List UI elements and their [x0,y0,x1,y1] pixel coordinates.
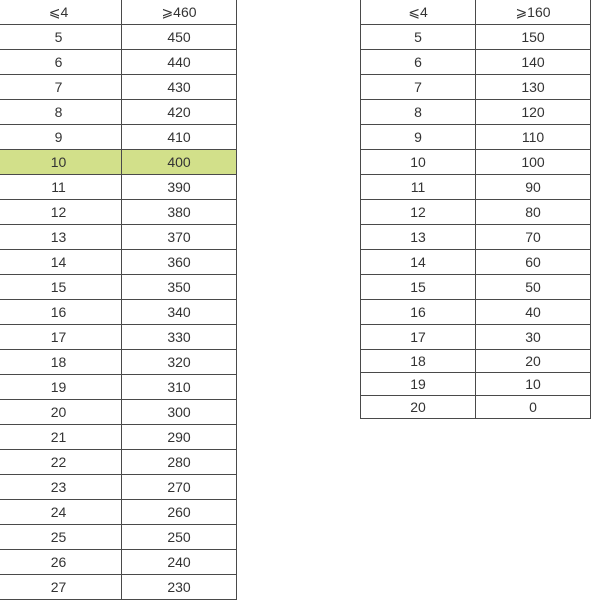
count-cell: 11 [361,175,476,200]
value-cell: 240 [122,550,237,575]
right-score-table [360,0,591,419]
count-cell: 19 [0,375,122,400]
table-row [0,525,237,550]
value-cell: 110 [476,125,591,150]
value-cell: 10 [476,373,591,396]
count-cell: 16 [361,300,476,325]
value-cell: 390 [122,175,237,200]
header-cell-left: ⩽4 [0,0,122,25]
table-row [0,400,237,425]
value-cell: 300 [122,400,237,425]
table-row [361,75,591,100]
table-row [0,500,237,525]
value-cell: 70 [476,225,591,250]
value-cell: 400 [122,150,237,175]
count-cell: 8 [0,100,122,125]
value-cell: 60 [476,250,591,275]
count-cell: 14 [361,250,476,275]
value-cell: 370 [122,225,237,250]
table-row [361,396,591,419]
table-row [0,375,237,400]
value-cell: 20 [476,350,591,373]
count-cell: 6 [361,50,476,75]
table-row [361,200,591,225]
value-cell: 450 [122,25,237,50]
count-cell: 9 [0,125,122,150]
count-cell: 18 [361,350,476,373]
table-row [0,325,237,350]
table-row [0,450,237,475]
table-row [361,100,591,125]
value-cell: 40 [476,300,591,325]
count-cell: 11 [0,175,122,200]
table-row [361,175,591,200]
table-row [0,550,237,575]
value-cell: 410 [122,125,237,150]
value-cell: 100 [476,150,591,175]
count-cell: 20 [361,396,476,419]
table-row [0,225,237,250]
count-cell: 21 [0,425,122,450]
count-cell: 10 [361,150,476,175]
count-cell: 27 [0,575,122,600]
right-table-body [361,0,591,419]
table-row [361,25,591,50]
count-cell: 5 [361,25,476,50]
count-cell: 17 [361,325,476,350]
value-cell: 290 [122,425,237,450]
count-cell: 12 [361,200,476,225]
count-cell: 20 [0,400,122,425]
table-row [0,275,237,300]
count-cell: 15 [0,275,122,300]
value-cell: 30 [476,325,591,350]
table-row [0,475,237,500]
value-cell: 280 [122,450,237,475]
count-cell: 18 [0,350,122,375]
value-cell: 350 [122,275,237,300]
value-cell: 150 [476,25,591,50]
table-row [361,250,591,275]
value-cell: 250 [122,525,237,550]
count-cell: 23 [0,475,122,500]
count-cell: 25 [0,525,122,550]
table-row [361,125,591,150]
value-cell: 360 [122,250,237,275]
count-cell: 22 [0,450,122,475]
value-cell: 320 [122,350,237,375]
header-row [0,0,237,25]
table-row [0,75,237,100]
value-cell: 270 [122,475,237,500]
table-row [0,25,237,50]
count-cell: 10 [0,150,122,175]
count-cell: 12 [0,200,122,225]
left-table-body [0,0,237,600]
table-row [0,300,237,325]
value-cell: 0 [476,396,591,419]
header-cell-left: ⩽4 [361,0,476,25]
count-cell: 24 [0,500,122,525]
value-cell: 230 [122,575,237,600]
value-cell: 90 [476,175,591,200]
table-row [361,275,591,300]
count-cell: 15 [361,275,476,300]
value-cell: 420 [122,100,237,125]
value-cell: 310 [122,375,237,400]
value-cell: 330 [122,325,237,350]
count-cell: 26 [0,550,122,575]
value-cell: 440 [122,50,237,75]
value-cell: 260 [122,500,237,525]
count-cell: 6 [0,50,122,75]
table-row [0,200,237,225]
count-cell: 8 [361,100,476,125]
table-row [361,325,591,350]
table-row [0,100,237,125]
value-cell: 380 [122,200,237,225]
count-cell: 17 [0,325,122,350]
count-cell: 16 [0,300,122,325]
count-cell: 5 [0,25,122,50]
value-cell: 340 [122,300,237,325]
table-row [0,125,237,150]
table-row [361,50,591,75]
count-cell: 7 [361,75,476,100]
value-cell: 430 [122,75,237,100]
count-cell: 19 [361,373,476,396]
table-row [0,575,237,600]
table-row [361,150,591,175]
value-cell: 130 [476,75,591,100]
left-score-table [0,0,237,600]
table-row [361,350,591,373]
table-row [0,250,237,275]
header-cell-right: ⩾460 [122,0,237,25]
table-row [361,373,591,396]
table-row [0,50,237,75]
count-cell: 13 [0,225,122,250]
header-cell-right: ⩾160 [476,0,591,25]
table-row [0,150,237,175]
value-cell: 140 [476,50,591,75]
count-cell: 9 [361,125,476,150]
header-row [361,0,591,25]
value-cell: 80 [476,200,591,225]
value-cell: 50 [476,275,591,300]
count-cell: 7 [0,75,122,100]
table-row [361,225,591,250]
table-row [361,300,591,325]
table-row [0,175,237,200]
table-row [0,350,237,375]
value-cell: 120 [476,100,591,125]
count-cell: 13 [361,225,476,250]
table-row [0,425,237,450]
count-cell: 14 [0,250,122,275]
